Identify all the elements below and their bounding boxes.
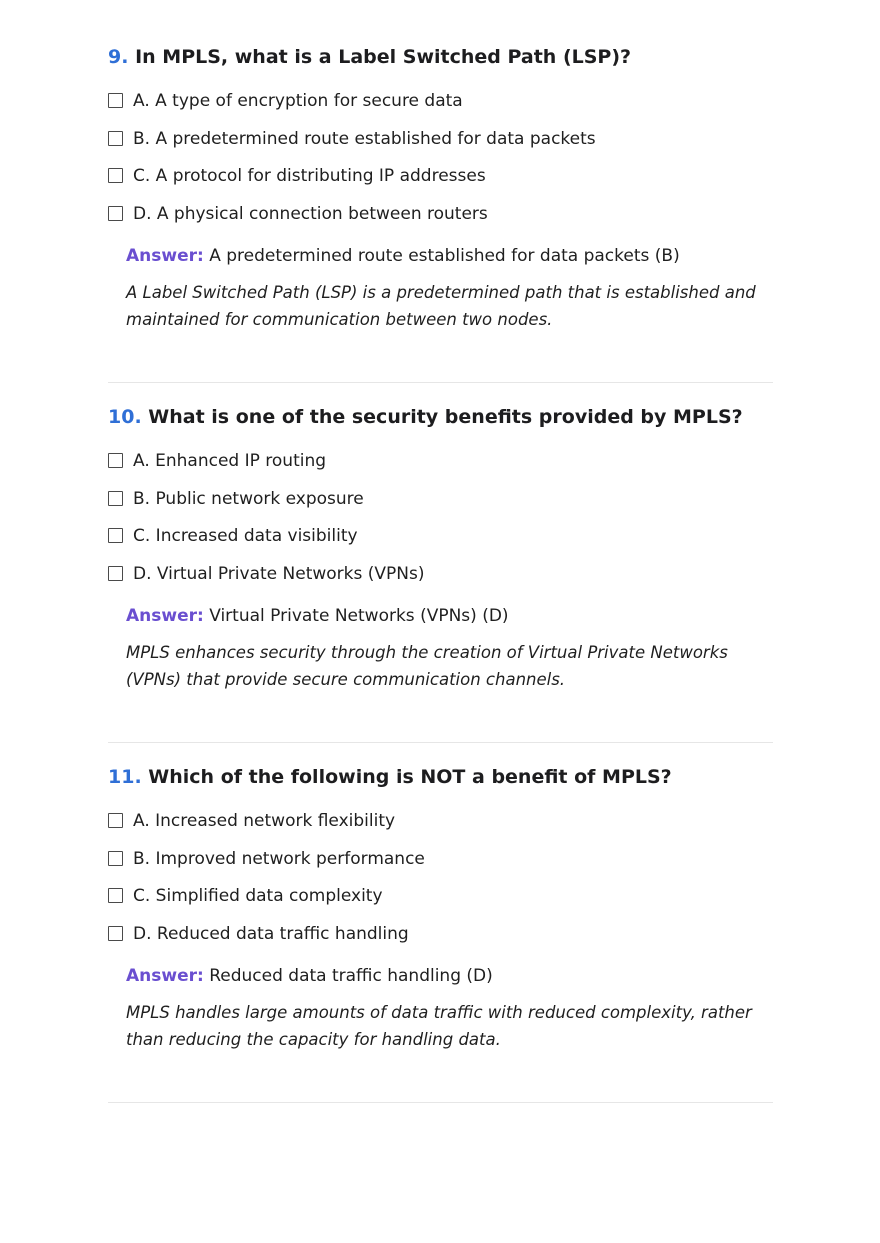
answer-explanation: A Label Switched Path (LSP) is a predetermined path that is established and maintained for communication between two nodes.	[126, 283, 756, 329]
answer-explanation: MPLS handles large amounts of data traffic with reduced complexity, rather than reducing the capacity for handling data.	[126, 1003, 752, 1049]
option-c[interactable]	[108, 885, 773, 923]
option-label: D. Virtual Private Networks (VPNs)	[133, 563, 425, 584]
question-number: 10.	[108, 406, 142, 428]
checkbox[interactable]	[108, 528, 123, 543]
question-title	[108, 44, 631, 70]
section-divider	[108, 1102, 773, 1103]
option-label: B. A predetermined route established for data packets	[133, 128, 596, 149]
answer-line	[126, 244, 756, 268]
section-divider	[108, 742, 773, 743]
option-label: B. Improved network performance	[133, 848, 425, 869]
option-label: D. A physical connection between routers	[133, 203, 488, 224]
options-list	[108, 90, 773, 240]
option-label: C. Simplified data complexity	[133, 886, 383, 906]
checkbox[interactable]	[108, 453, 123, 468]
option-a[interactable]	[108, 450, 773, 488]
options-list	[108, 450, 773, 600]
checkbox[interactable]	[108, 206, 123, 221]
option-a[interactable]	[108, 90, 773, 128]
option-label: D. Reduced data traffic handling	[133, 923, 409, 944]
option-label: B. Public network exposure	[133, 488, 364, 509]
answer-label: Answer:	[126, 606, 204, 626]
option-label: C. Increased data visibility	[133, 526, 358, 546]
answer-line	[126, 604, 756, 628]
checkbox[interactable]	[108, 566, 123, 581]
option-b[interactable]	[108, 128, 773, 166]
option-b[interactable]	[108, 848, 773, 886]
question-text: In MPLS, what is a Label Switched Path (LSP)?	[135, 46, 632, 68]
answer-block	[126, 604, 756, 693]
question-text: What is one of the security benefits provided by MPLS?	[148, 406, 743, 428]
option-d[interactable]	[108, 563, 773, 601]
checkbox[interactable]	[108, 851, 123, 866]
option-label: A. Increased network flexibility	[133, 811, 396, 831]
answer-text: Virtual Private Networks (VPNs) (D)	[209, 606, 509, 626]
answer-text: A predetermined route established for data packets (B)	[209, 246, 680, 266]
option-label: A. Enhanced IP routing	[133, 451, 327, 471]
option-a[interactable]	[108, 810, 773, 848]
checkbox[interactable]	[108, 888, 123, 903]
checkbox[interactable]	[108, 168, 123, 183]
checkbox[interactable]	[108, 813, 123, 828]
option-d[interactable]	[108, 203, 773, 241]
answer-explanation: MPLS enhances security through the creation of Virtual Private Networks (VPNs) that provide secure communication channels.	[126, 643, 728, 689]
answer-text: Reduced data traffic handling (D)	[209, 966, 493, 986]
answer-block	[126, 244, 756, 333]
options-list	[108, 810, 773, 960]
option-c[interactable]	[108, 525, 773, 563]
checkbox[interactable]	[108, 131, 123, 146]
option-b[interactable]	[108, 488, 773, 526]
question-title	[108, 404, 743, 430]
option-label: C. A protocol for distributing IP addresses	[133, 166, 486, 186]
checkbox[interactable]	[108, 93, 123, 108]
answer-line	[126, 964, 756, 988]
answer-label: Answer:	[126, 246, 204, 266]
section-divider	[108, 382, 773, 383]
answer-block	[126, 964, 756, 1053]
answer-label: Answer:	[126, 966, 204, 986]
checkbox[interactable]	[108, 491, 123, 506]
option-d[interactable]	[108, 923, 773, 961]
option-label: A. A type of encryption for secure data	[133, 91, 463, 111]
question-title	[108, 764, 672, 790]
question-text: Which of the following is NOT a benefit of MPLS?	[148, 766, 672, 788]
option-c[interactable]	[108, 165, 773, 203]
question-number: 9.	[108, 46, 129, 68]
checkbox[interactable]	[108, 926, 123, 941]
question-number: 11.	[108, 766, 142, 788]
